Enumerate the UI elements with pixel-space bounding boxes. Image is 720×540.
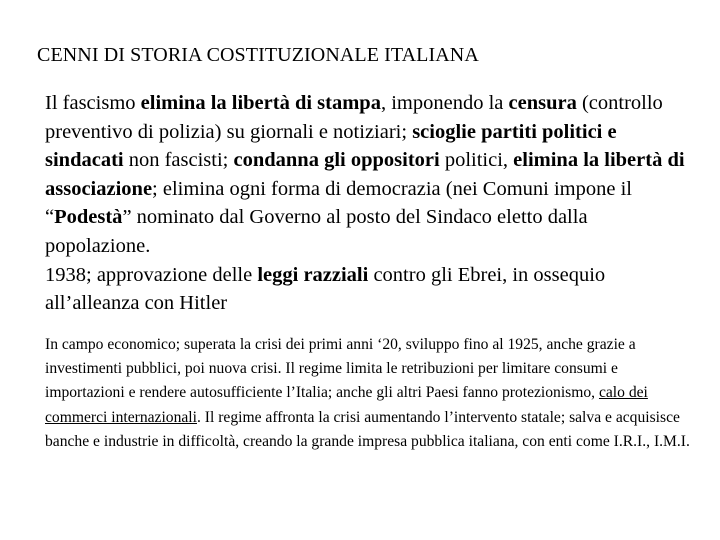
text-run: In campo economico; superata la crisi dei primi anni ‘20, sviluppo fino al 1925, anche grazie a investimenti pubblici, poi nuova crisi. Il regime limita le retribuzioni per limitare consumi e importazioni e rendere autosufficiente l’Italia; anche gli altri Paesi fanno protezionismo, [45, 336, 636, 402]
text-run: , imponendo la [380, 92, 509, 114]
bold-text-run: Podestà [54, 206, 123, 229]
bold-text-run: censura [508, 92, 577, 114]
text-run: (controllo preventivo di polizia) su giornali e notiziari; [45, 92, 663, 143]
text-run: Il fascismo [45, 92, 141, 114]
economy-paragraph [45, 333, 695, 454]
economy-text-block [45, 333, 695, 454]
main-text-block [45, 89, 685, 318]
page-title: CENNI DI STORIA COSTITUZIONALE ITALIANA [37, 44, 479, 66]
bold-text-run: leggi razziali [257, 263, 369, 286]
bold-text-run: scioglie partiti politici e sindacati [45, 120, 617, 172]
text-run: . Il regime affronta la crisi aumentando l’intervento statale; salva e acquisisce banche e industrie in difficoltà, creando la grande impresa pubblica italiana, con enti come I.R.I., I.M.I. [45, 408, 690, 450]
main-paragraph-racial-laws [45, 261, 685, 318]
bold-text-run: elimina la libertà di associazione [45, 149, 685, 200]
main-paragraph-fascism [45, 89, 685, 261]
text-run: politici, [439, 149, 514, 172]
text-run: contro gli Ebrei, in ossequio all’alleanza con Hitler [45, 263, 606, 315]
text-run: 1938; approvazione delle [45, 263, 258, 286]
bold-text-run: elimina la libertà di stampa [140, 92, 381, 114]
bold-text-run: condanna gli oppositori [233, 149, 440, 172]
text-run: ” nominato dal Governo al posto del Sindaco eletto dalla popolazione. [45, 206, 588, 257]
text-run: non fascisti; [123, 149, 234, 172]
text-run: ; elimina ogni forma di democrazia (nei Comuni impone il “ [45, 177, 632, 229]
underlined-text-run: calo dei commerci internazionali [45, 384, 648, 426]
